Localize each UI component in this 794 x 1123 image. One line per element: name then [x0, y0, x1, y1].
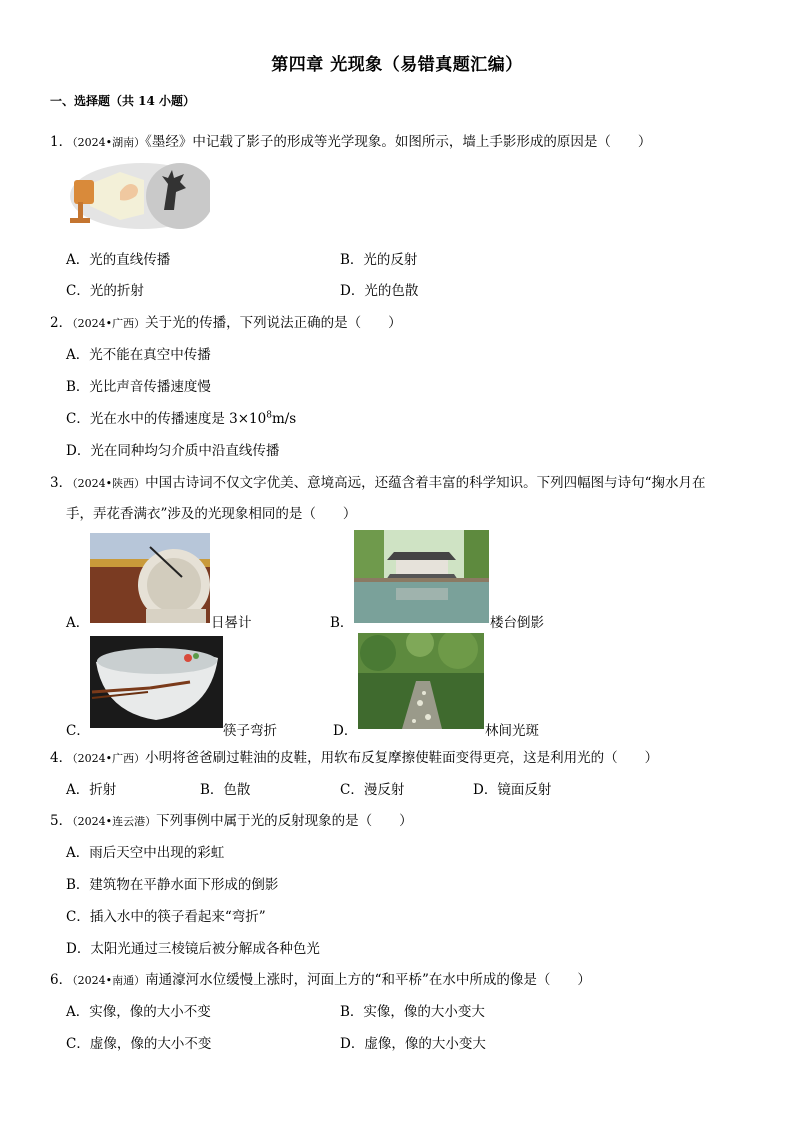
question-number: 6．: [50, 972, 73, 988]
section-heading: 一、选择题（共 14 小题）: [50, 94, 196, 108]
sundial-image: [90, 533, 210, 623]
question-4: [50, 746, 658, 766]
caption-chopsticks: 筷子弯折: [223, 723, 277, 739]
question-text: 南通濠河水位缓慢上涨时，河面上方的“和平桥”在水中所成的像是（ ）: [145, 972, 591, 988]
option-b: B．色散: [200, 782, 251, 798]
question-source: （2024•陕西）: [72, 477, 146, 490]
question-number: 5．: [50, 813, 73, 829]
question-2: [50, 311, 402, 331]
question-number: 3．: [50, 475, 73, 491]
question-number: 1．: [50, 134, 73, 150]
option-b: B．: [330, 615, 354, 631]
question-1: [50, 130, 651, 150]
option-d: D．: [333, 723, 358, 739]
question-text: 中国古诗词不仅文字优美、意境高远，还蕴含着丰富的科学知识。下列四幅图与诗句“掬水月在: [145, 475, 706, 491]
pavilion-reflection-image: [354, 530, 489, 623]
question-text: 《墨经》中记载了影子的形成等光学现象。如图所示，墙上手影形成的原因是（ ）: [145, 134, 652, 150]
option-a: A．光不能在真空中传播: [66, 347, 211, 363]
option-c: C．光在水中的传播速度是 $3\times 10^8m/s$: [66, 410, 297, 427]
question-source: （2024•湖南）: [72, 136, 146, 149]
caption-forest: 林间光斑: [485, 723, 539, 739]
option-b: B．光的反射: [340, 252, 418, 268]
option-b: B．实像，像的大小变大: [340, 1004, 485, 1020]
option-c: C．: [66, 723, 90, 739]
option-a: A．: [66, 615, 90, 631]
question-5: [50, 809, 413, 829]
option-a: A．折射: [66, 782, 117, 798]
option-a: A．实像，像的大小不变: [66, 1004, 211, 1020]
option-c: C．漫反射: [340, 782, 405, 798]
question-3: [50, 471, 705, 491]
option-b: B．光比声音传播速度慢: [66, 379, 211, 395]
question-source: （2024•南通）: [72, 974, 146, 987]
question-text: 关于光的传播，下列说法正确的是（ ）: [145, 315, 402, 331]
option-c: C．虚像，像的大小不变: [66, 1036, 212, 1052]
question-source: （2024•广西）: [72, 752, 146, 765]
question-text: 小明将爸爸刷过鞋油的皮鞋，用软布反复摩擦使鞋面变得更亮，这是利用光的（ ）: [145, 750, 659, 766]
question-source: （2024•连云港）: [72, 815, 157, 828]
chopsticks-bowl-image: [90, 636, 223, 728]
question-number: 2．: [50, 315, 73, 331]
caption-pavilion: 楼台倒影: [490, 615, 544, 631]
caption-sundial: 日晷计: [211, 615, 252, 631]
question-3-text-cont: 手，弄花香满衣”涉及的光现象相同的是（ ）: [66, 506, 357, 522]
option-d: D．镜面反射: [473, 782, 552, 798]
question-text: 下列事例中属于光的反射现象的是（ ）: [156, 813, 413, 829]
question-6: [50, 968, 591, 988]
forest-light-spots-image: [358, 633, 484, 729]
option-b: B．建筑物在平静水面下形成的倒影: [66, 877, 279, 893]
option-a: A．雨后天空中出现的彩虹: [66, 845, 225, 861]
option-d: D．光的色散: [340, 283, 419, 299]
option-c: C．光的折射: [66, 283, 144, 299]
page-title: 第四章 光现象（易错真题汇编）: [271, 55, 523, 75]
question-number: 4．: [50, 750, 73, 766]
question-source: （2024•广西）: [72, 317, 146, 330]
option-d: D．虚像，像的大小变大: [340, 1036, 486, 1052]
option-d: D．光在同种均匀介质中沿直线传播: [66, 443, 280, 459]
option-d: D．太阳光通过三棱镜后被分解成各种色光: [66, 941, 320, 957]
option-a: A．光的直线传播: [66, 252, 171, 268]
option-c: C．插入水中的筷子看起来“弯折”: [66, 909, 266, 925]
hand-shadow-image: [68, 162, 210, 230]
